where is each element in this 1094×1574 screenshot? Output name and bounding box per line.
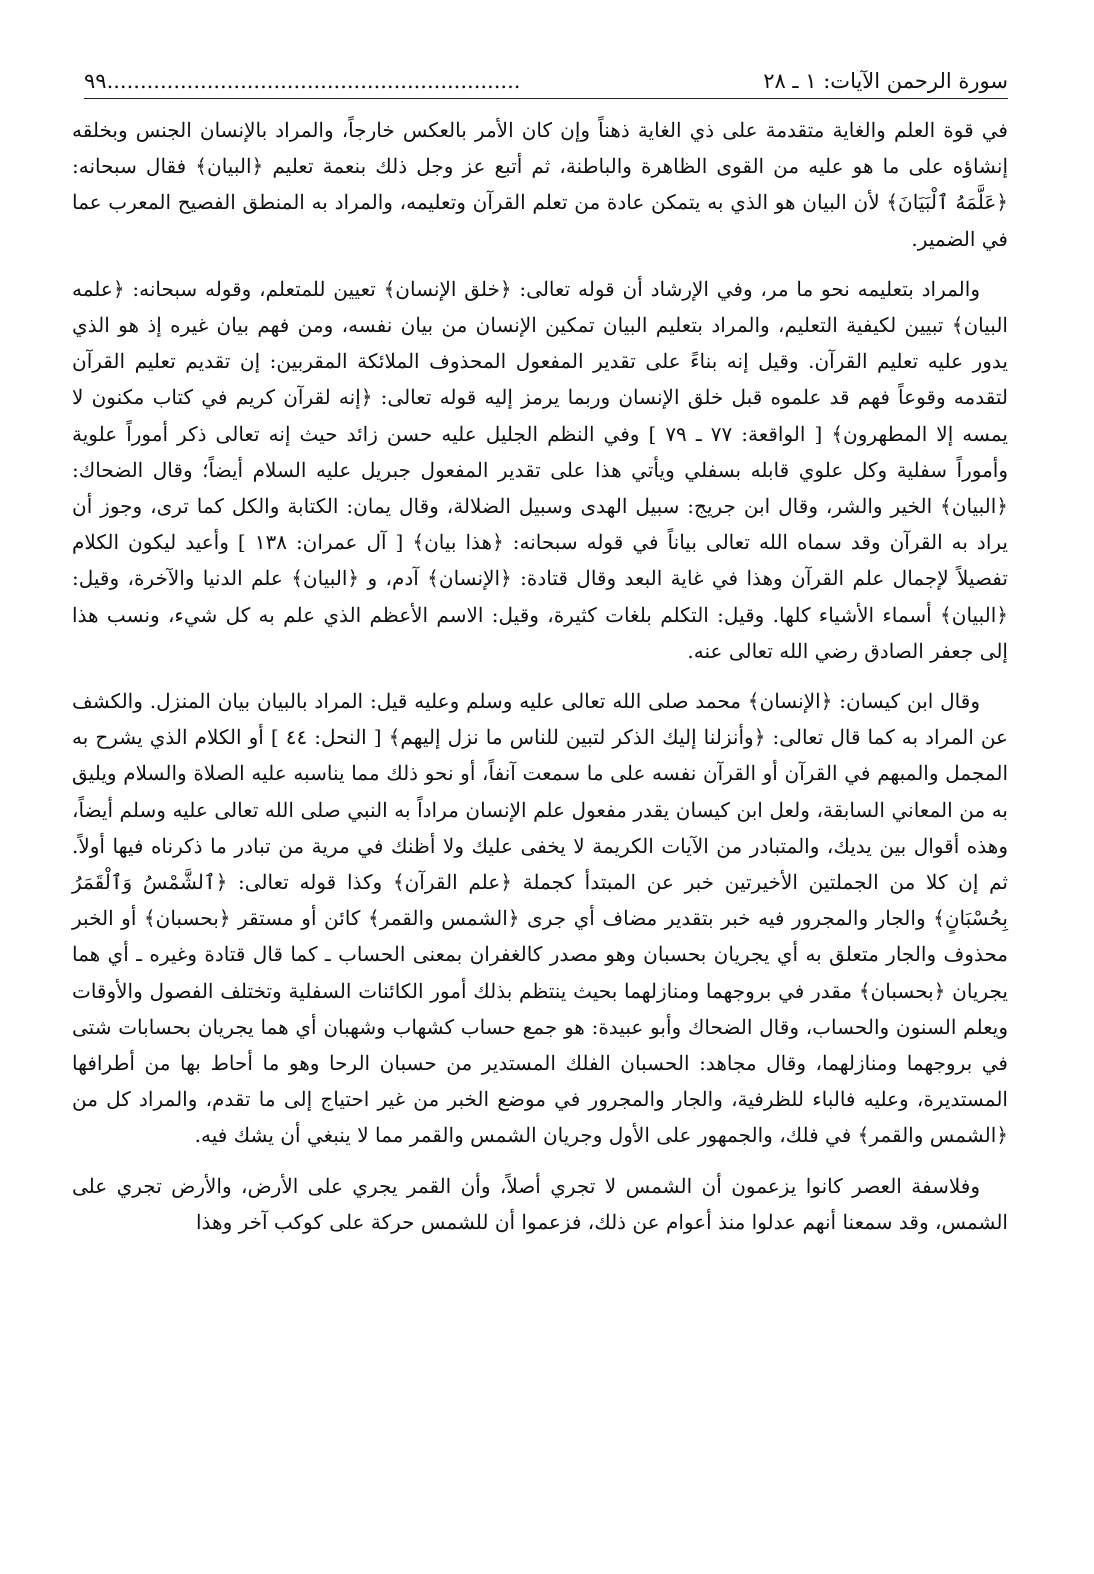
page-number: ٩٩	[84, 69, 107, 93]
header-title: سورة الرحمن الآيات: ١ ـ ٢٨	[763, 69, 1008, 93]
paragraph-1: في قوة العلم والغاية متقدمة على ذي الغاية ذهناً وإن كان الأمر بالعكس خارجاً، والمراد بالإنسان الجنس وبخلقه إنشاؤه على ما هو عليه من القوى الظاهرة والباطنة، ثم أتبع عز وجل ذلك بنعمة تعليم ﴿البيان﴾ فقال سبحانه: ﴿عَلَّمَهُ ٱلْبَيَانَ﴾ لأن البيان هو الذي به يتمكن عادة من تعلم القرآن وتعليمه، والمراد به المنطق الفصيح المعرب عما في الضمير.	[72, 118, 1008, 251]
paragraph-3: وقال ابن كيسان: ﴿الإنسان﴾ محمد صلى الله تعالى عليه وسلم وعليه قيل: المراد بالبيان بيان المنزل. والكشف عن المراد به كما قال تعالى: ﴿وأنزلنا إليك الذكر لتبين للناس ما نزل إليهم﴾ [ النحل: ٤٤ ] أو الكلام الذي يشرح به المجمل والمبهم في القرآن أو القرآن نفسه على ما سمعت آنفاً، أو نحو ذلك مما يناسبه عليه الصلاة والسلام ويليق به من المعاني السابقة، ولعل ابن كيسان يقدر مفعول علم الإنسان مراداً به النبي صلى الله تعالى عليه وسلم أيضاً، وهذه أقوال بين يديك، والمتبادر من الآيات الكريمة لا يخفى عليك ولا أظنك في مرية من تبادر ما ذكرناه فيها أولاً. ثم إن كلا من الجملتين الأخيرتين خبر عن المبتدأ كجملة ﴿علم القرآن﴾ وكذا قوله تعالى: ﴿ٱلشَّمْسُ وَٱلْقَمَرُ بِحُسْبَانٍ﴾ والجار والمجرور فيه خبر بتقدير مضاف أي جرى ﴿الشمس والقمر﴾ كائن أو مستقر ﴿بحسبان﴾ أو الخبر محذوف والجار متعلق به أي يجريان بحسبان وهو مصدر كالغفران بمعنى الحساب ـ كما قال قتادة وغيره ـ أي هما يجريان ﴿بحسبان﴾ مقدر في بروجهما ومنازلهما بحيث ينتظم بذلك أمور الكائنات السفلية وتختلف الفصول والأوقات ويعلم السنون والحساب، وقال الضحاك وأبو عبيدة: هو جمع حساب كشهاب وشهبان أي هما يجريان بحسابات شتى في بروجهما ومنازلهما، وقال مجاهد: الحسبان الفلك المستدير من حسبان الرحا وهو ما أحاط بها من أطرافها المستديرة، وعليه فالباء للظرفية، والجار والمجرور في موضع الخبر من غير احتياج إلى ما تقدم، والمراد كل من ﴿الشمس والقمر﴾ في فلك، والجمهور على الأول وجريان الشمس والقمر مما لا ينبغي أن يشك فيه.	[72, 689, 1008, 1148]
dot-leader: ..............................................................	[106, 69, 521, 93]
paragraph-4: وفلاسفة العصر كانوا يزعمون أن الشمس لا تجري أصلاً، وأن القمر يجري على الأرض، والأرض تجري على الشمس، وقد سمعنا أنهم عدلوا منذ أعوام عن ذلك، فزعموا أن للشمس حركة على كوكب آخر وهذا	[72, 1173, 1008, 1234]
header-page-number	[84, 69, 763, 93]
running-header	[84, 64, 1008, 99]
page-body	[72, 112, 1008, 1252]
paragraph-2: والمراد بتعليمه نحو ما مر، وفي الإرشاد أن قوله تعالى: ﴿خلق الإنسان﴾ تعيين للمتعلم، وقوله سبحانه: ﴿علمه البيان﴾ تبيين لكيفية التعليم، والمراد بتعليم البيان تمكين الإنسان من بيان نفسه، ومن فهم بيان غيره إذ هو الذي يدور عليه تعليم القرآن. وقيل إنه بناءً على تقدير المفعول المحذوف الملائكة المقربين: إن تقديم تعليم القرآن لتقدمه وقوعاً فهم قد علموه قبل خلق الإنسان وربما يرمز إليه قوله تعالى: ﴿إنه لقرآن كريم في كتاب مكنون لا يمسه إلا المطهرون﴾ [ الواقعة: ٧٧ ـ ٧٩ ] وفي النظم الجليل عليه حسن زائد حيث إنه تعالى ذكر أموراً علوية وأموراً سفلية وكل علوي قابله بسفلي ويأتي هذا على تقدير المفعول جبريل عليه السلام أيضاً؛ وقال الضحاك: ﴿البيان﴾ الخير والشر، وقال ابن جريج: سبيل الهدى وسبيل الضلالة، وقال يمان: الكتابة والكل كما ترى، وجوز أن يراد به القرآن وقد سماه الله تعالى بياناً في قوله سبحانه: ﴿هذا بيان﴾ [ آل عمران: ١٣٨ ] وأعيد ليكون الكلام تفصيلاً لإجمال علم القرآن وهذا في غاية البعد وقال قتادة: ﴿الإنسان﴾ آدم، و ﴿البيان﴾ علم الدنيا والآخرة، وقيل: ﴿البيان﴾ أسماء الأشياء كلها. وقيل: التكلم بلغات كثيرة، وقيل: الاسم الأعظم الذي علم به كل شيء، ونسب هذا إلى جعفر الصادق رضي الله تعالى عنه.	[72, 276, 1009, 663]
